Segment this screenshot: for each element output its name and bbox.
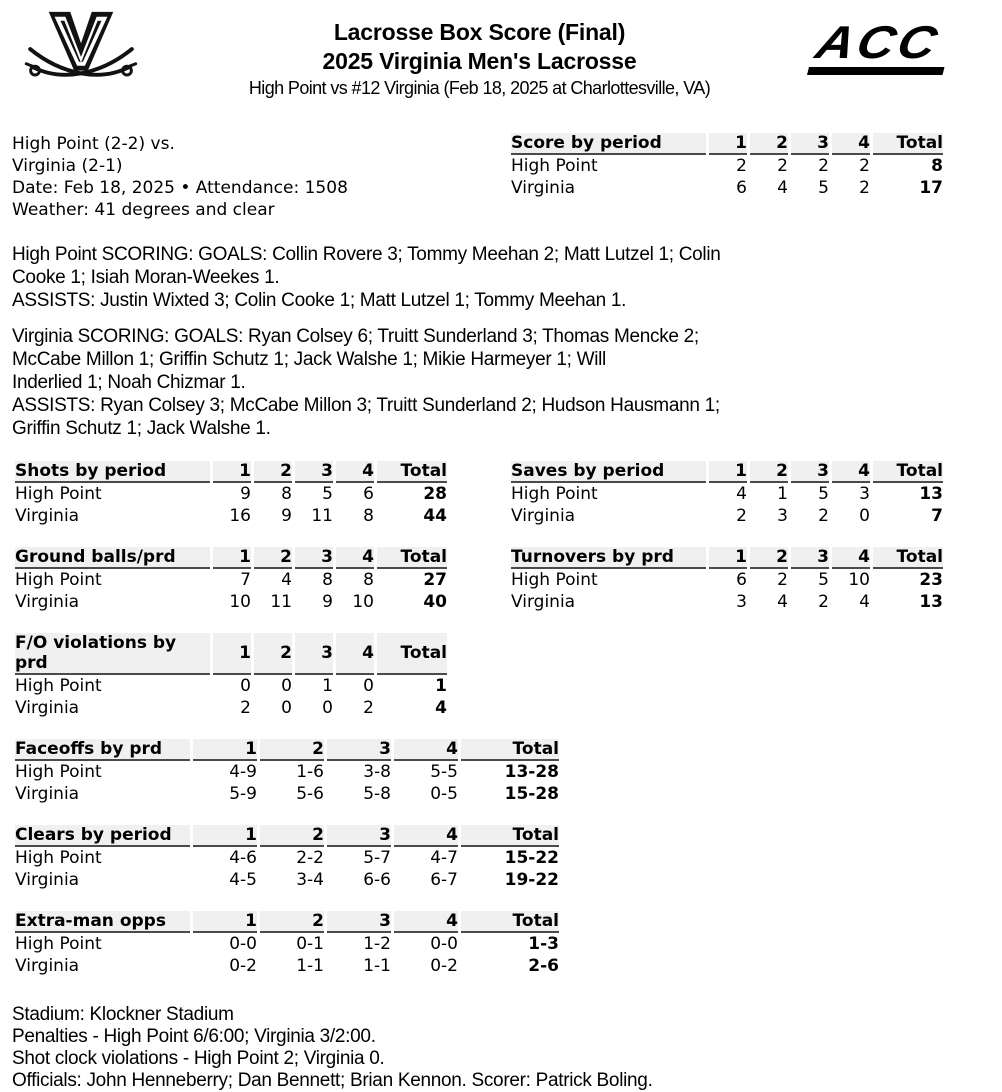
team-stat-row (511, 569, 943, 591)
period-column-header: 4 (394, 739, 458, 761)
stat-value: 10 (229, 592, 251, 612)
text-line: Stadium: Klockner Stadium (12, 1004, 234, 1025)
stat-value: 2 (363, 698, 374, 718)
stat-tables-section (12, 461, 1002, 977)
team-name: High Point (15, 676, 102, 696)
stat-value: 2 (818, 506, 829, 526)
stat-value: 0-2 (430, 956, 458, 976)
acc-conference-logo (807, 8, 1002, 75)
text-line: Inderlied 1; Noah Chizmar 1. (12, 372, 246, 393)
table-title: Score by period (511, 133, 706, 155)
stat-value: 5 (818, 570, 829, 590)
period-column-header: 2 (750, 461, 788, 483)
team-name: Virginia (15, 698, 80, 718)
stat-value: 2 (859, 178, 870, 198)
stat-value: 8 (363, 570, 374, 590)
period-column-header: 2 (750, 547, 788, 569)
text-line: ASSISTS: Justin Wixted 3; Colin Cooke 1; Matt Lutzel 1; Tommy Meehan 1. (12, 290, 627, 311)
text-line: Virginia (2-1) (12, 156, 123, 176)
team-stat-row (511, 483, 943, 505)
table-header-row (15, 825, 559, 847)
stat-value: 0-0 (229, 934, 257, 954)
stat-total: 15-22 (504, 848, 559, 868)
period-column-header: 1 (709, 547, 747, 569)
stat-value: 4 (777, 592, 788, 612)
period-column-header: 3 (791, 547, 829, 569)
stat-value: 3 (859, 484, 870, 504)
period-column-header: Total (377, 633, 447, 675)
stat-value: 6 (363, 484, 374, 504)
period-column-header: 3 (295, 633, 333, 675)
stat-value: 0 (240, 676, 251, 696)
table-title: Turnovers by prd (511, 547, 706, 569)
team-stat-row (15, 591, 447, 613)
team-name: High Point (15, 570, 102, 590)
stat-value: 1 (322, 676, 333, 696)
table-header-row (15, 461, 447, 483)
stat-value: 2 (736, 156, 747, 176)
stat-value: 2 (818, 156, 829, 176)
period-column-header: 2 (254, 547, 292, 569)
table-header-row (15, 911, 559, 933)
shots-by-period-table (12, 461, 450, 527)
period-column-header: 2 (750, 133, 788, 155)
period-column-header: 4 (832, 133, 870, 155)
period-column-header: Total (377, 461, 447, 483)
stat-total: 4 (435, 698, 447, 718)
team-stat-row (15, 761, 559, 783)
v-sabres-icon (22, 8, 140, 96)
table-title: Clears by period (15, 825, 190, 847)
team-stat-row (15, 569, 447, 591)
stat-value: 2 (818, 592, 829, 612)
team-stat-row (15, 955, 559, 977)
table-title: Ground balls/prd (15, 547, 210, 569)
stat-value: 4 (859, 592, 870, 612)
faceoffs-table (12, 739, 562, 805)
team-name: Virginia (15, 506, 80, 526)
stat-value: 9 (281, 506, 292, 526)
period-column-header: 1 (193, 911, 257, 933)
stats-row-shots-saves (12, 461, 1002, 527)
period-column-header: Total (873, 133, 943, 155)
period-column-header: Total (461, 825, 559, 847)
stat-value: 16 (229, 506, 251, 526)
stat-total: 40 (423, 592, 447, 612)
text-line: High Point (2-2) vs. (12, 134, 175, 154)
stat-value: 9 (240, 484, 251, 504)
extra-man-opps-table (12, 911, 562, 977)
saves-by-period-table (508, 461, 946, 527)
period-column-header: 1 (193, 739, 257, 761)
team-stat-row (15, 505, 447, 527)
stat-value: 6 (736, 178, 747, 198)
table-title: Shots by period (15, 461, 210, 483)
stat-value: 4-6 (229, 848, 257, 868)
table-title: Extra-man opps (15, 911, 190, 933)
stat-value: 2 (240, 698, 251, 718)
period-column-header: 3 (295, 547, 333, 569)
team-stat-row (15, 483, 447, 505)
stat-value: 4 (736, 484, 747, 504)
text-line: Griffin Schutz 1; Jack Walshe 1. (12, 418, 271, 439)
text-line: Date: Feb 18, 2025 • Attendance: 1508 (12, 178, 348, 198)
period-column-header: 4 (394, 911, 458, 933)
period-column-header: Total (461, 911, 559, 933)
stat-value: 11 (311, 506, 333, 526)
team-name: Virginia (15, 870, 80, 890)
stat-value: 2 (736, 506, 747, 526)
period-column-header: 2 (254, 461, 292, 483)
team-name: Virginia (511, 506, 576, 526)
stat-value: 10 (848, 570, 870, 590)
text-line: Shot clock violations - High Point 2; Virginia 0. (12, 1048, 385, 1069)
stat-total: 15-28 (504, 784, 559, 804)
team-name: High Point (511, 156, 598, 176)
text-line: Weather: 41 degrees and clear (12, 200, 275, 220)
period-column-header: 1 (213, 633, 251, 675)
period-column-header: 4 (394, 825, 458, 847)
period-column-header: Total (377, 547, 447, 569)
period-column-header: 3 (327, 825, 391, 847)
stat-value: 3-8 (363, 762, 391, 782)
team-name: Virginia (15, 784, 80, 804)
stat-value: 5 (818, 178, 829, 198)
stat-value: 5-6 (296, 784, 324, 804)
stat-value: 8 (281, 484, 292, 504)
stat-value: 2 (777, 156, 788, 176)
stat-value: 4-5 (229, 870, 257, 890)
stats-row-groundballs-turnovers (12, 547, 1002, 613)
fo-violations-table (12, 633, 450, 719)
period-column-header: 3 (295, 461, 333, 483)
stat-value: 1-1 (296, 956, 324, 976)
stat-value: 1-1 (363, 956, 391, 976)
stat-total: 8 (931, 156, 943, 176)
period-column-header: 1 (213, 547, 251, 569)
stat-value: 6-6 (363, 870, 391, 890)
table-header-row (15, 633, 447, 675)
stat-value: 4-7 (430, 848, 458, 868)
stat-value: 7 (240, 570, 251, 590)
stat-value: 5-5 (430, 762, 458, 782)
period-column-header: 2 (260, 911, 324, 933)
stats-row-fo-violations (12, 633, 1002, 719)
text-line: McCabe Millon 1; Griffin Schutz 1; Jack Walshe 1; Mikie Harmeyer 1; Will (12, 349, 606, 370)
game-notes-footer (12, 1004, 1002, 1092)
period-column-header: 3 (327, 739, 391, 761)
stat-value: 0 (859, 506, 870, 526)
text-line: Cooke 1; Isiah Moran-Weekes 1. (12, 267, 280, 288)
info-score-row (12, 112, 1002, 221)
virginia-scoring-summary (12, 325, 1002, 440)
team-name: Virginia (511, 178, 576, 198)
stat-total: 17 (919, 178, 943, 198)
team-stat-row (15, 675, 447, 697)
team-name: Virginia (511, 592, 576, 612)
stat-value: 1 (777, 484, 788, 504)
period-column-header: Total (873, 461, 943, 483)
stat-value: 5 (818, 484, 829, 504)
stat-total: 19-22 (504, 870, 559, 890)
stats-row-faceoffs (12, 739, 1002, 805)
ground-balls-table (12, 547, 450, 613)
team-stat-row (511, 591, 943, 613)
report-titles (152, 8, 807, 101)
team-name: High Point (15, 484, 102, 504)
score-by-period-table (508, 133, 946, 199)
game-info (12, 133, 508, 221)
stat-value: 5-8 (363, 784, 391, 804)
turnovers-table (508, 547, 946, 613)
stat-total: 13 (919, 592, 943, 612)
stat-total: 23 (919, 570, 943, 590)
period-column-header: 1 (193, 825, 257, 847)
stat-value: 1-2 (363, 934, 391, 954)
team-name: High Point (15, 762, 102, 782)
text-line: Penalties - High Point 6/6:00; Virginia 3/2:00. (12, 1026, 376, 1047)
stat-total: 44 (423, 506, 447, 526)
text-line: High Point SCORING: GOALS: Collin Rovere 3; Tommy Meehan 2; Matt Lutzel 1; Colin (12, 244, 721, 265)
team-name: High Point (15, 934, 102, 954)
stat-value: 0 (363, 676, 374, 696)
stat-total: 27 (423, 570, 447, 590)
report-title-line2: 2025 Virginia Men's Lacrosse (322, 48, 637, 74)
table-header-row (15, 739, 559, 761)
period-column-header: 2 (260, 739, 324, 761)
stat-value: 3-4 (296, 870, 324, 890)
stat-total: 13 (919, 484, 943, 504)
period-column-header: 1 (709, 133, 747, 155)
team-stat-row (15, 933, 559, 955)
stat-value: 5 (322, 484, 333, 504)
acc-wordmark-icon: ACC (807, 20, 956, 75)
stat-value: 9 (322, 592, 333, 612)
team-stat-row (15, 847, 559, 869)
period-column-header: Total (461, 739, 559, 761)
period-column-header: 2 (254, 633, 292, 675)
stat-value: 4 (777, 178, 788, 198)
team-stat-row (511, 505, 943, 527)
period-column-header: 3 (327, 911, 391, 933)
stat-total: 7 (931, 506, 943, 526)
stat-value: 3 (736, 592, 747, 612)
stat-value: 10 (352, 592, 374, 612)
report-header (12, 0, 1002, 112)
stat-value: 3 (777, 506, 788, 526)
stat-value: 0 (281, 698, 292, 718)
stat-value: 4-9 (229, 762, 257, 782)
stat-value: 0-2 (229, 956, 257, 976)
stat-value: 2-2 (296, 848, 324, 868)
table-header-row (511, 547, 943, 569)
stat-value: 4 (281, 570, 292, 590)
stat-value: 5-9 (229, 784, 257, 804)
stat-value: 11 (270, 592, 292, 612)
team-stat-row (15, 783, 559, 805)
stat-value: 8 (363, 506, 374, 526)
period-column-header: 4 (832, 461, 870, 483)
stats-row-clears (12, 825, 1002, 891)
text-line: ASSISTS: Ryan Colsey 3; McCabe Millon 3; Truitt Sunderland 2; Hudson Hausmann 1; (12, 395, 720, 416)
high-point-scoring-summary (12, 243, 1002, 312)
stat-value: 0 (281, 676, 292, 696)
report-title-line1: Lacrosse Box Score (Final) (333, 19, 626, 45)
report-subtitle: High Point vs #12 Virginia (Feb 18, 2025 at Charlottesville, VA) (248, 78, 711, 98)
virginia-cavaliers-logo (12, 8, 152, 100)
table-header-row (511, 133, 943, 155)
team-name: High Point (511, 570, 598, 590)
table-header-row (15, 547, 447, 569)
period-column-header: 4 (336, 547, 374, 569)
period-column-header: 1 (709, 461, 747, 483)
stat-value: 2 (777, 570, 788, 590)
stat-value: 0-1 (296, 934, 324, 954)
stats-row-extra-man (12, 911, 1002, 977)
stat-value: 0-5 (430, 784, 458, 804)
stat-total: 1 (435, 676, 447, 696)
table-title: F/O violations by prd (15, 633, 210, 675)
stat-value: 8 (322, 570, 333, 590)
table-title: Faceoffs by prd (15, 739, 190, 761)
period-column-header: 3 (791, 461, 829, 483)
period-column-header: 3 (791, 133, 829, 155)
stat-total: 2-6 (528, 956, 559, 976)
table-title: Saves by period (511, 461, 706, 483)
stat-value: 0-0 (430, 934, 458, 954)
text-line: Virginia SCORING: GOALS: Ryan Colsey 6; Truitt Sunderland 3; Thomas Mencke 2; (12, 326, 699, 347)
team-stat-row (511, 155, 943, 177)
text-line: Officials: John Henneberry; Dan Bennett; Brian Kennon. Scorer: Patrick Boling. (12, 1070, 653, 1091)
period-column-header: 1 (213, 461, 251, 483)
clears-table (12, 825, 562, 891)
table-header-row (511, 461, 943, 483)
period-column-header: Total (873, 547, 943, 569)
stat-total: 13-28 (504, 762, 559, 782)
team-stat-row (15, 869, 559, 891)
team-stat-row (15, 697, 447, 719)
stat-value: 2 (859, 156, 870, 176)
stat-value: 5-7 (363, 848, 391, 868)
team-name: High Point (15, 848, 102, 868)
period-column-header: 4 (336, 633, 374, 675)
stat-value: 6-7 (430, 870, 458, 890)
period-column-header: 2 (260, 825, 324, 847)
period-column-header: 4 (832, 547, 870, 569)
team-stat-row (511, 177, 943, 199)
period-column-header: 4 (336, 461, 374, 483)
team-name: Virginia (15, 592, 80, 612)
stat-total: 28 (423, 484, 447, 504)
team-name: Virginia (15, 956, 80, 976)
stat-value: 0 (322, 698, 333, 718)
stat-value: 6 (736, 570, 747, 590)
stat-value: 1-6 (296, 762, 324, 782)
stat-total: 1-3 (528, 934, 559, 954)
team-name: High Point (511, 484, 598, 504)
